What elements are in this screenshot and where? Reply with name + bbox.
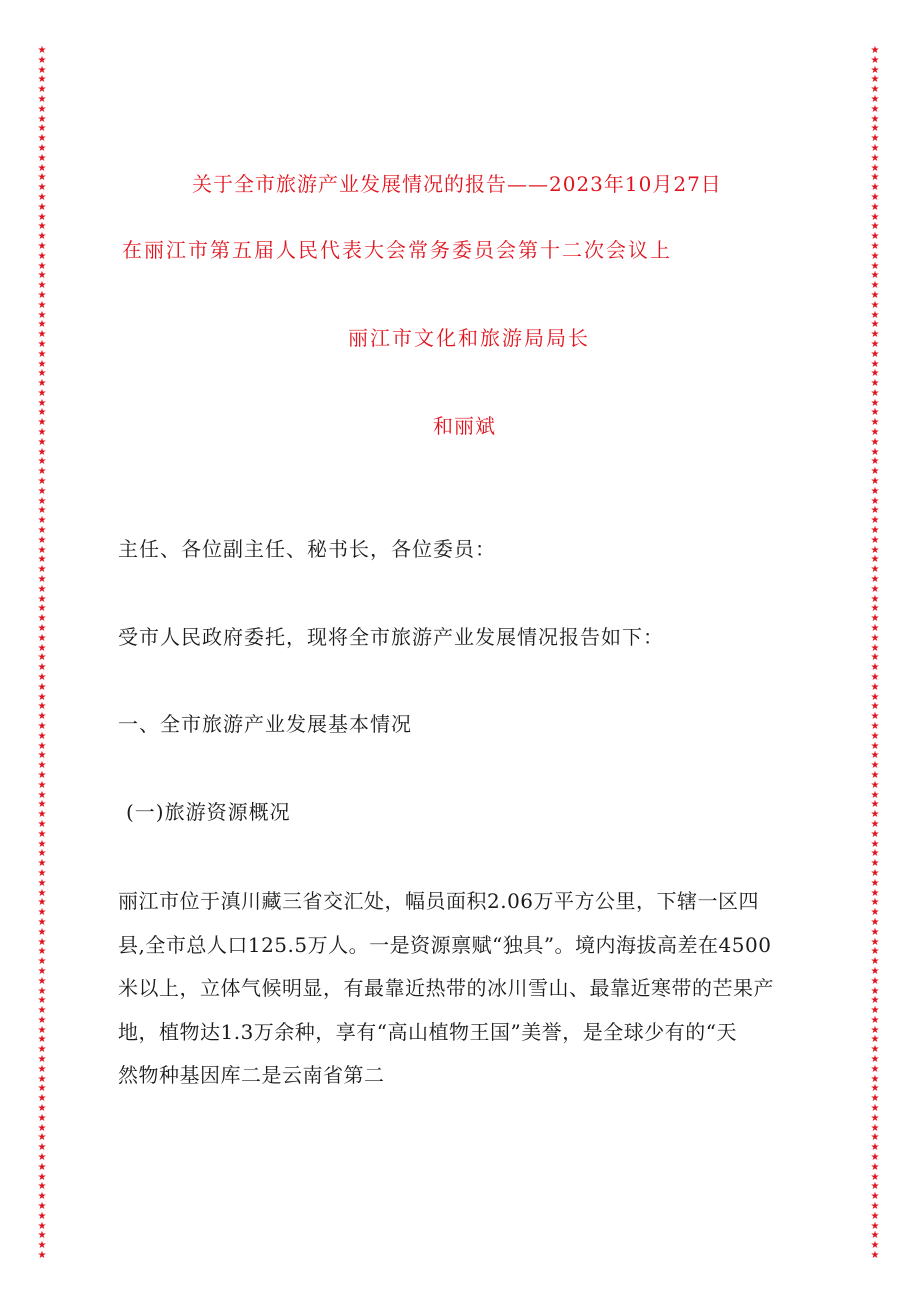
subsection-heading: (一)旅游资源概况 <box>126 800 291 824</box>
speaker-position: 丽江市文化和旅游局局长 <box>348 326 590 350</box>
paragraph-line: 然物种基因库二是云南省第二 <box>118 1063 385 1087</box>
speaker-name: 和丽斌 <box>433 414 496 438</box>
intro-paragraph: 受市人民政府委托，现将全市旅游产业发展情况报告如下： <box>118 625 664 649</box>
salutation: 主任、各位副主任、秘书长，各位委员： <box>118 537 496 561</box>
report-title: 关于全市旅游产业发展情况的报告——2023年10月27日 <box>192 172 722 196</box>
left-star-border: ★ ★ ★ ★ ★ ★ ★ ★ ★ ★ ★ ★ ★ ★ ★ ★ ★ ★ ★ ★ ★ ★ ★ ★ ★ ★ ★ ★ ★ ★ ★ ★ ★ ★ ★ ★ ★ ★ ★ ★ ★ ★ ★ ★ ★ ★ ★ ★ ★ ★ ★ ★ ★ ★ ★ ★ ★ ★ ★ ★ ★ ★ ★ ★ ★ ★ ★ ★ ★ ★ ★ ★ ★ ★ ★ ★ ★ ★ ★ ★ ★ ★ ★ ★ ★ ★ ★ ★ ★ ★ ★ ★ ★ ★ ★ ★ ★ ★ ★ ★ ★ ★ ★ ★ ★ ★ ★ ★ ★ ★ ★ ★ ★ ★ ★ ★ ★ ★ ★ ★ ★ ★ ★ ★ <box>37 45 47 1262</box>
section-heading: 一、全市旅游产业发展基本情况 <box>118 712 412 736</box>
right-star-border: ★ ★ ★ ★ ★ ★ ★ ★ ★ ★ ★ ★ ★ ★ ★ ★ ★ ★ ★ ★ ★ ★ ★ ★ ★ ★ ★ ★ ★ ★ ★ ★ ★ ★ ★ ★ ★ ★ ★ ★ ★ ★ ★ ★ ★ ★ ★ ★ ★ ★ ★ ★ ★ ★ ★ ★ ★ ★ ★ ★ ★ ★ ★ ★ ★ ★ ★ ★ ★ ★ ★ ★ ★ ★ ★ ★ ★ ★ ★ ★ ★ ★ ★ ★ ★ ★ ★ ★ ★ ★ ★ ★ ★ ★ ★ ★ ★ ★ ★ ★ ★ ★ ★ ★ ★ ★ ★ ★ ★ ★ ★ ★ ★ ★ ★ ★ ★ ★ ★ ★ ★ ★ ★ ★ <box>870 45 880 1262</box>
paragraph-line: 县,全市总人口125.5万人。一是资源禀赋“独具”。境内海拔高差在4500 <box>118 932 772 957</box>
paragraph-line: 丽江市位于滇川藏三省交汇处，幅员面积2.06万平方公里，下辖一区四 <box>118 889 760 913</box>
paragraph-line: 米以上，立体气候明显，有最靠近热带的冰川雪山、最靠近寒带的芒果产 <box>118 976 774 1000</box>
meeting-line: 在丽江市第五届人民代表大会常务委员会第十二次会议上 <box>122 238 672 262</box>
paragraph-line: 地，植物达1.3万余种，享有“高山植物王国”美誉，是全球少有的“天 <box>118 1019 737 1044</box>
body-paragraph <box>118 880 818 1098</box>
